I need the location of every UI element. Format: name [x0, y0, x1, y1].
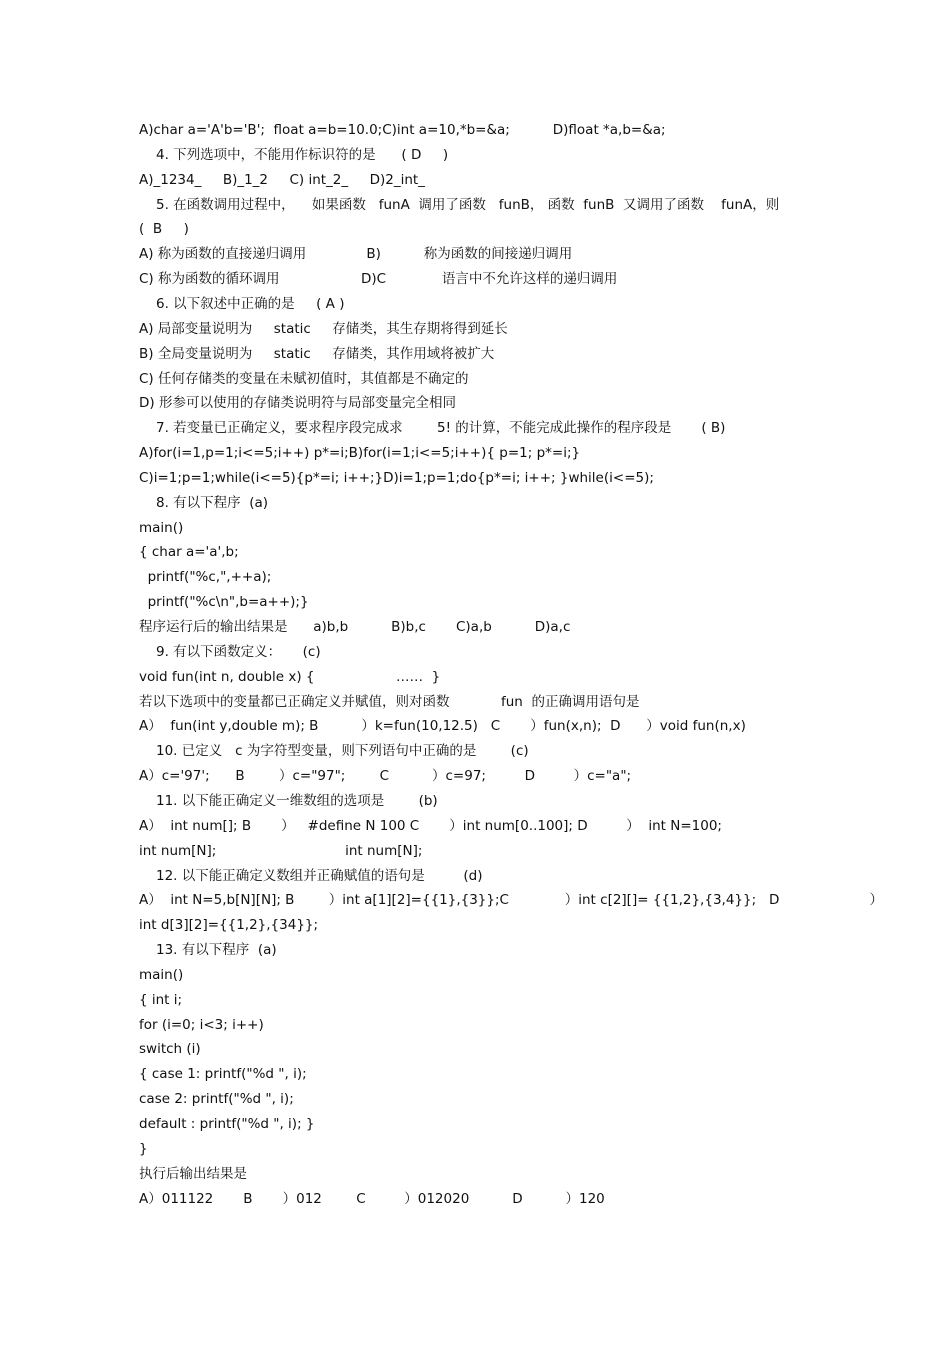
text-line: A） fun(int y,double m); B ）k=fun(10,12.5) C ）fun(x,n); D ）void fun(n,x) — [139, 718, 746, 735]
text-line: 执行后输出结果是 — [139, 1165, 247, 1182]
text-line: C) 称为函数的循环调用 D)C 语言中不允许这样的递归调用 — [139, 271, 618, 288]
text-line: default : printf("%d ", i); } — [139, 1116, 315, 1132]
text-line: for (i=0; i<3; i++) — [139, 1016, 264, 1033]
text-line: 8. 有以下程序 (a) — [156, 494, 269, 511]
text-line: } — [139, 1140, 148, 1157]
text-line: printf("%c,",++a); — [139, 569, 272, 586]
text-line: { int i; — [139, 991, 183, 1008]
text-line: { char a='a',b; — [139, 544, 239, 561]
text-line: case 2: printf("%d ", i); — [139, 1091, 294, 1108]
text-line: 10. 已定义 c 为字符型变量，则下列语句中正确的是 (c) — [156, 743, 529, 760]
text-line: 6. 以下叙述中正确的是 ( A ) — [156, 295, 345, 312]
text-line: A) 局部变量说明为 static 存储类，其生存期将得到延长 — [139, 320, 508, 337]
text-line: int num[N]; int num[N]; — [139, 842, 423, 859]
text-line: ( B ) — [139, 221, 189, 238]
text-line: { case 1: printf("%d ", i); — [139, 1066, 307, 1083]
text-line: A）c='97'; B ）c="97"; C ）c=97; D ）c="a"; — [139, 768, 632, 785]
text-line: C) 任何存储类的变量在未赋初值时，其值都是不确定的 — [139, 370, 469, 387]
text-line: void fun(int n, double x) { …… } — [139, 668, 441, 685]
text-line: int d[3][2]={{1,2},{34}}; — [139, 917, 319, 934]
text-line: D) 形参可以使用的存储类说明符与局部变量完全相同 — [139, 395, 456, 412]
text-line: A)for(i=1,p=1;i<=5;i++) p*=i;B)for(i=1;i<=5;i++){ p=1; p*=i;} — [139, 445, 581, 462]
text-line: B) 全局变量说明为 static 存储类，其作用域将被扩大 — [139, 345, 495, 362]
text-line: 11. 以下能正确定义一维数组的选项是 (b) — [156, 792, 438, 809]
text-line: C)i=1;p=1;while(i<=5){p*=i; i++;}D)i=1;p=1;do{p*=i; i++; }while(i<=5); — [139, 469, 654, 486]
text-line: 12. 以下能正确定义数组并正确赋值的语句是 (d) — [156, 867, 483, 884]
text-line: A)_1234_ B)_1_2 C) int_2_ D)2_int_ — [139, 171, 425, 188]
text-line: 5. 在函数调用过程中， 如果函数 funA 调用了函数 funB， 函数 funB 又调用了函数 funA，则 — [156, 196, 780, 213]
text-line: main() — [139, 966, 184, 983]
text-line: 7. 若变量已正确定义，要求程序段完成求 5! 的计算，不能完成此操作的程序段是 ( B) — [156, 420, 726, 437]
text-line: 4. 下列选项中，不能用作标识符的是 ( D ) — [156, 146, 449, 163]
text-line: 程序运行后的输出结果是 a)b,b B)b,c C)a,b D)a,c — [139, 619, 571, 635]
text-line: A) 称为函数的直接递归调用 B) 称为函数的间接递归调用 — [139, 246, 573, 263]
text-line: A）011122 B ）012 C ）012020 D ）120 — [139, 1190, 605, 1207]
text-line: main() — [139, 519, 184, 536]
text-line: 9. 有以下函数定义： (c) — [156, 643, 321, 660]
text-line: A） int num[]; B ） #define N 100 C ）int num[0..100]; D ） int N=100; — [139, 817, 722, 834]
text-line: 若以下选项中的变量都已正确定义并赋值，则对函数 fun 的正确调用语句是 — [139, 693, 640, 710]
text-line: A)char a='A'b='B'; float a=b=10.0;C)int a=10,*b=&a; D)float *a,b=&a; — [139, 122, 666, 138]
text-line: printf("%c\n",b=a++);} — [139, 594, 309, 611]
text-line: A） int N=5,b[N][N]; B ）int a[1][2]={{1},{3}};C ）int c[2][]= {{1,2},{3,4}}; D ） — [139, 892, 884, 909]
text-line: 13. 有以下程序 (a) — [156, 942, 277, 959]
text-line: switch (i) — [139, 1041, 201, 1058]
